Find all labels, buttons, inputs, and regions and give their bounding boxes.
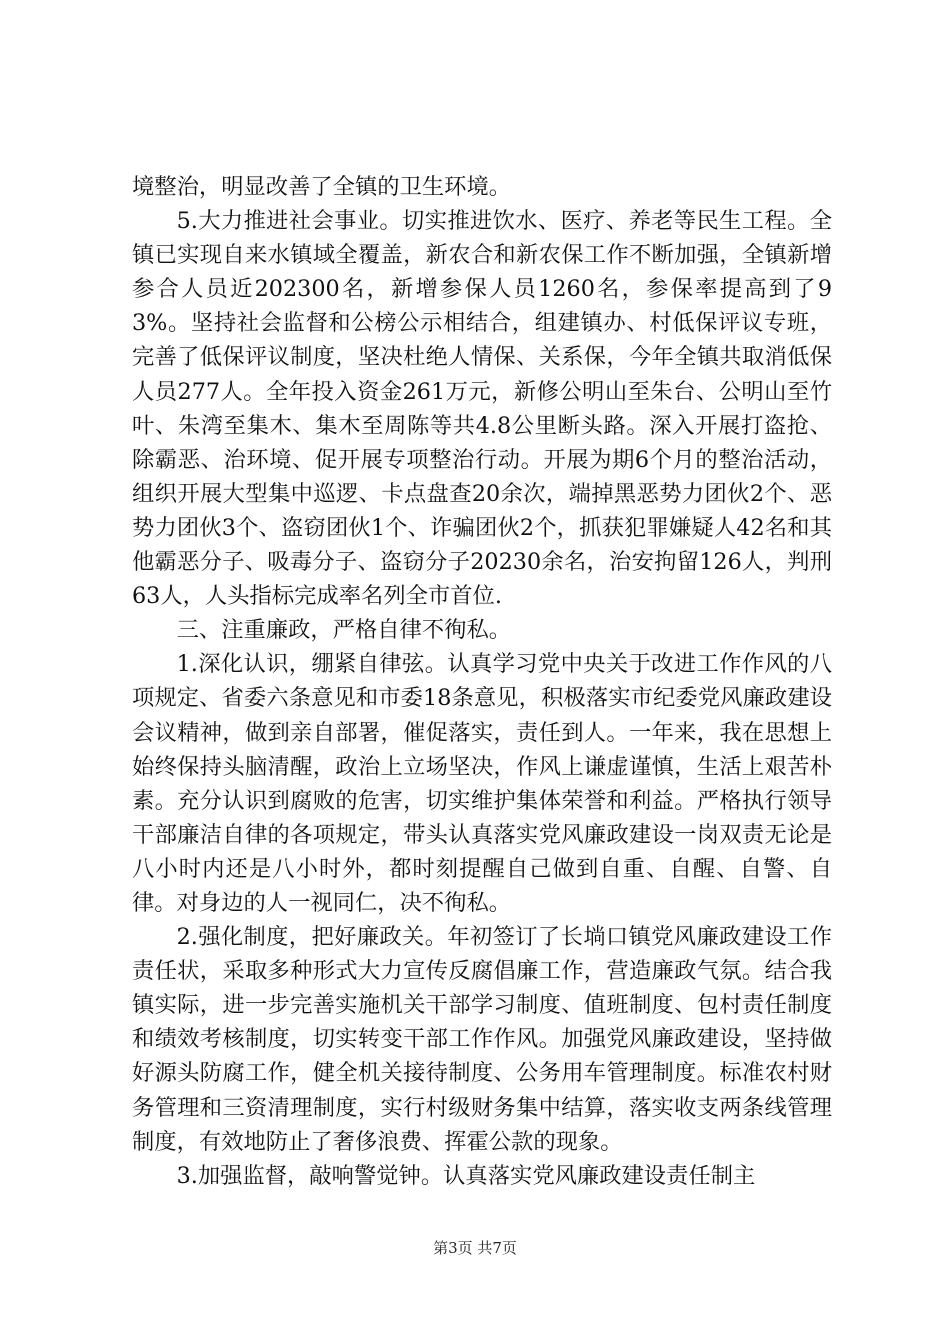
- paragraph-institutions: 2.强化制度，把好廉政关。年初签订了长埫口镇党风廉政建设工作责任状，采取多种形式大力宣传反腐倡廉工作，营造廉政气氛。结合我镇实际，进一步完善实施机关干部学习制度、值班制度、包村责任制度和绩效考核制度，切实转变干部工作作风。加强党风廉政建设，坚持做好源头防腐工作，健全机关接待制度、公务用车管理制度。标准农村财务管理和三资清理制度，实行村级财务集中结算，落实收支两条线管理制度，有效地防止了奢侈浪费、挥霍公款的现象。: [132, 924, 832, 1155]
- document-body: [132, 170, 832, 1193]
- paragraph-supervision: 3.加强监督，敲响警觉钟。认真落实党风廉政建设责任制主: [176, 1162, 756, 1189]
- paragraph-self-discipline: 1.深化认识，绷紧自律弦。认真学习党中央关于改进工作作风的八项规定、省委六条意见和市委18条意见，积极落实市纪委党风廉政建设会议精神，做到亲自部署，催促落实，责任到人。一年来，我在思想上始终保持头脑清醒，政治上立场坚决，作风上谦虚谨慎，生活上艰苦朴素。充分认识到腐败的危害，切实维护集体荣誉和利益。严格执行领导干部廉洁自律的各项规定，带头认真落实党风廉政建设一岗双责无论是八小时内还是八小时外，都时刻提醒自己做到自重、自醒、自警、自律。对身边的人一视同仁，决不徇私。: [132, 651, 832, 916]
- section-heading-integrity: 三、注重廉政，严格自律不徇私。: [176, 617, 512, 644]
- page-number-footer: 第3页 共7页: [433, 1239, 517, 1257]
- paragraph-continuation: 境整治，明显改善了全镇的卫生环境。: [132, 174, 512, 200]
- paragraph-social-affairs: 5.大力推进社会事业。切实推进饮水、医疗、养老等民生工程。全镇已实现自来水镇域全覆盖，新农合和新农保工作不断加强，全镇新增参合人员近202300名，新增参保人员1260名，参保率提高到了93%。坚持社会监督和公榜公示相结合，组建镇办、村低保评议专班，完善了低保评议制度，坚决杜绝人情保、关系保，今年全镇共取消低保人员277人。全年投入资金261万元，新修公明山至朱台、公明山至竹叶、朱湾至集木、集木至周陈等共4.8公里断头路。深入开展打盗抢、除霸恶、治环境、促开展专项整治行动。开展为期6个月的整治活动，组织开展大型集中巡逻、卡点盘查20余次，端掉黑恶势力团伙2个、恶势力团伙3个、盗窃团伙1个、诈骗团伙2个，抓获犯罪嫌疑人42名和其他霸恶分子、吸毒分子、盗窃分子20230余名，治安拘留126人，判刑63人，人头指标完成率名列全市首位.: [132, 208, 832, 610]
